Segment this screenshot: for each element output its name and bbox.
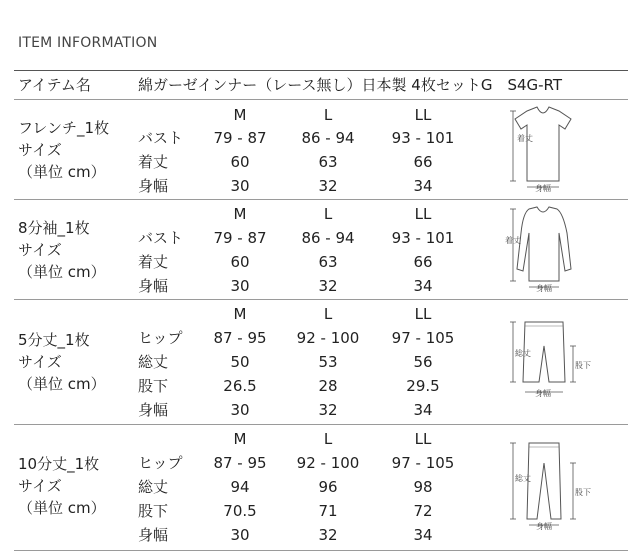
value-m: 50 <box>230 353 250 371</box>
measure-label: 総丈 <box>138 353 169 371</box>
size-header-m: M <box>233 106 247 124</box>
value-ll: 29.5 <box>406 377 440 395</box>
value-l: 63 <box>318 153 338 171</box>
size-header-m: M <box>233 205 247 223</box>
measure-label: 身幅 <box>138 277 169 295</box>
size-header-l: L <box>323 305 333 323</box>
svg-text:身幅: 身幅 <box>536 284 552 293</box>
measure-label: ヒップ <box>138 454 183 472</box>
svg-text:総丈: 総丈 <box>515 474 531 483</box>
value-m: 30 <box>230 526 250 544</box>
value-ll: 97 - 105 <box>391 454 455 472</box>
section-name: 5分丈_1枚 <box>18 331 90 349</box>
value-l: 32 <box>318 277 338 295</box>
size-header-m: M <box>233 430 247 448</box>
size-header-l: L <box>323 106 333 124</box>
value-ll: 34 <box>413 526 433 544</box>
measure-label: 着丈 <box>138 153 169 171</box>
value-m: 87 - 95 <box>213 454 267 472</box>
value-ll: 34 <box>413 277 433 295</box>
section-unit-label: （単位 cm） <box>18 375 106 393</box>
measure-label: 身幅 <box>138 177 169 195</box>
value-l: 71 <box>318 502 338 520</box>
value-m: 79 - 87 <box>213 129 267 147</box>
value-ll: 98 <box>413 478 433 496</box>
value-l: 92 - 100 <box>296 329 360 347</box>
section-size-label: サイズ <box>18 241 62 259</box>
value-l: 32 <box>318 526 338 544</box>
value-m: 70.5 <box>223 502 257 520</box>
value-ll: 93 - 101 <box>391 229 455 247</box>
section-name: 10分丈_1枚 <box>18 455 100 473</box>
value-ll: 56 <box>413 353 433 371</box>
page-title: ITEM INFORMATION <box>18 35 158 51</box>
table-bottom-rule <box>14 550 628 551</box>
section-divider <box>14 199 628 200</box>
item-name-value: 綿ガーゼインナー（レース無し）日本製 4枚セットG S4G-RT <box>138 76 563 94</box>
section-name: フレンチ_1枚 <box>18 119 110 137</box>
section-unit-label: （単位 cm） <box>18 499 106 517</box>
value-m: 30 <box>230 401 250 419</box>
svg-text:股下: 股下 <box>575 361 591 370</box>
value-l: 86 - 94 <box>301 229 355 247</box>
value-m: 60 <box>230 153 250 171</box>
value-ll: 97 - 105 <box>391 329 455 347</box>
long-sleeve-top-icon <box>505 203 581 295</box>
section-size-label: サイズ <box>18 477 62 495</box>
measure-label: バスト <box>138 229 184 247</box>
value-ll: 66 <box>413 253 433 271</box>
size-header-l: L <box>323 205 333 223</box>
section-divider <box>14 424 628 425</box>
svg-text:身幅: 身幅 <box>536 522 552 531</box>
size-header-m: M <box>233 305 247 323</box>
item-name-label: アイテム名 <box>18 76 91 94</box>
size-header-l: L <box>323 430 333 448</box>
value-m: 30 <box>230 277 250 295</box>
value-m: 79 - 87 <box>213 229 267 247</box>
value-l: 28 <box>318 377 338 395</box>
section-name: 8分袖_1枚 <box>18 219 90 237</box>
value-m: 26.5 <box>223 377 257 395</box>
value-m: 60 <box>230 253 250 271</box>
section-unit-label: （単位 cm） <box>18 263 106 281</box>
size-header-ll: LL <box>414 205 432 223</box>
value-l: 92 - 100 <box>296 454 360 472</box>
value-l: 32 <box>318 177 338 195</box>
value-ll: 66 <box>413 153 433 171</box>
value-l: 86 - 94 <box>301 129 355 147</box>
value-m: 30 <box>230 177 250 195</box>
value-l: 53 <box>318 353 338 371</box>
measure-label: 身幅 <box>138 526 169 544</box>
value-ll: 34 <box>413 401 433 419</box>
value-l: 32 <box>318 401 338 419</box>
table-top-rule <box>14 70 628 71</box>
full-length-pants-icon <box>505 437 591 532</box>
section-unit-label: （単位 cm） <box>18 163 106 181</box>
half-length-pants-icon <box>505 312 591 407</box>
svg-text:股下: 股下 <box>575 488 591 497</box>
section-divider <box>14 299 628 300</box>
measure-label: バスト <box>138 129 184 147</box>
value-m: 87 - 95 <box>213 329 267 347</box>
svg-text:身幅: 身幅 <box>535 389 551 398</box>
size-header-ll: LL <box>414 305 432 323</box>
value-m: 94 <box>230 478 250 496</box>
value-l: 63 <box>318 253 338 271</box>
measure-label: 身幅 <box>138 401 169 419</box>
header-rule <box>14 99 628 100</box>
section-size-label: サイズ <box>18 353 62 371</box>
value-ll: 93 - 101 <box>391 129 455 147</box>
svg-text:着丈: 着丈 <box>517 134 533 143</box>
measure-label: 股下 <box>138 502 169 520</box>
measure-label: 着丈 <box>138 253 169 271</box>
size-header-ll: LL <box>414 430 432 448</box>
value-l: 96 <box>318 478 338 496</box>
french-sleeve-top-icon <box>505 103 581 195</box>
section-size-label: サイズ <box>18 141 62 159</box>
svg-text:総丈: 総丈 <box>515 349 531 358</box>
measure-label: ヒップ <box>138 329 183 347</box>
measure-label: 股下 <box>138 377 169 395</box>
measure-label: 総丈 <box>138 478 169 496</box>
svg-text:着丈: 着丈 <box>505 236 521 245</box>
value-ll: 34 <box>413 177 433 195</box>
svg-text:身幅: 身幅 <box>535 184 551 193</box>
size-header-ll: LL <box>414 106 432 124</box>
value-ll: 72 <box>413 502 433 520</box>
